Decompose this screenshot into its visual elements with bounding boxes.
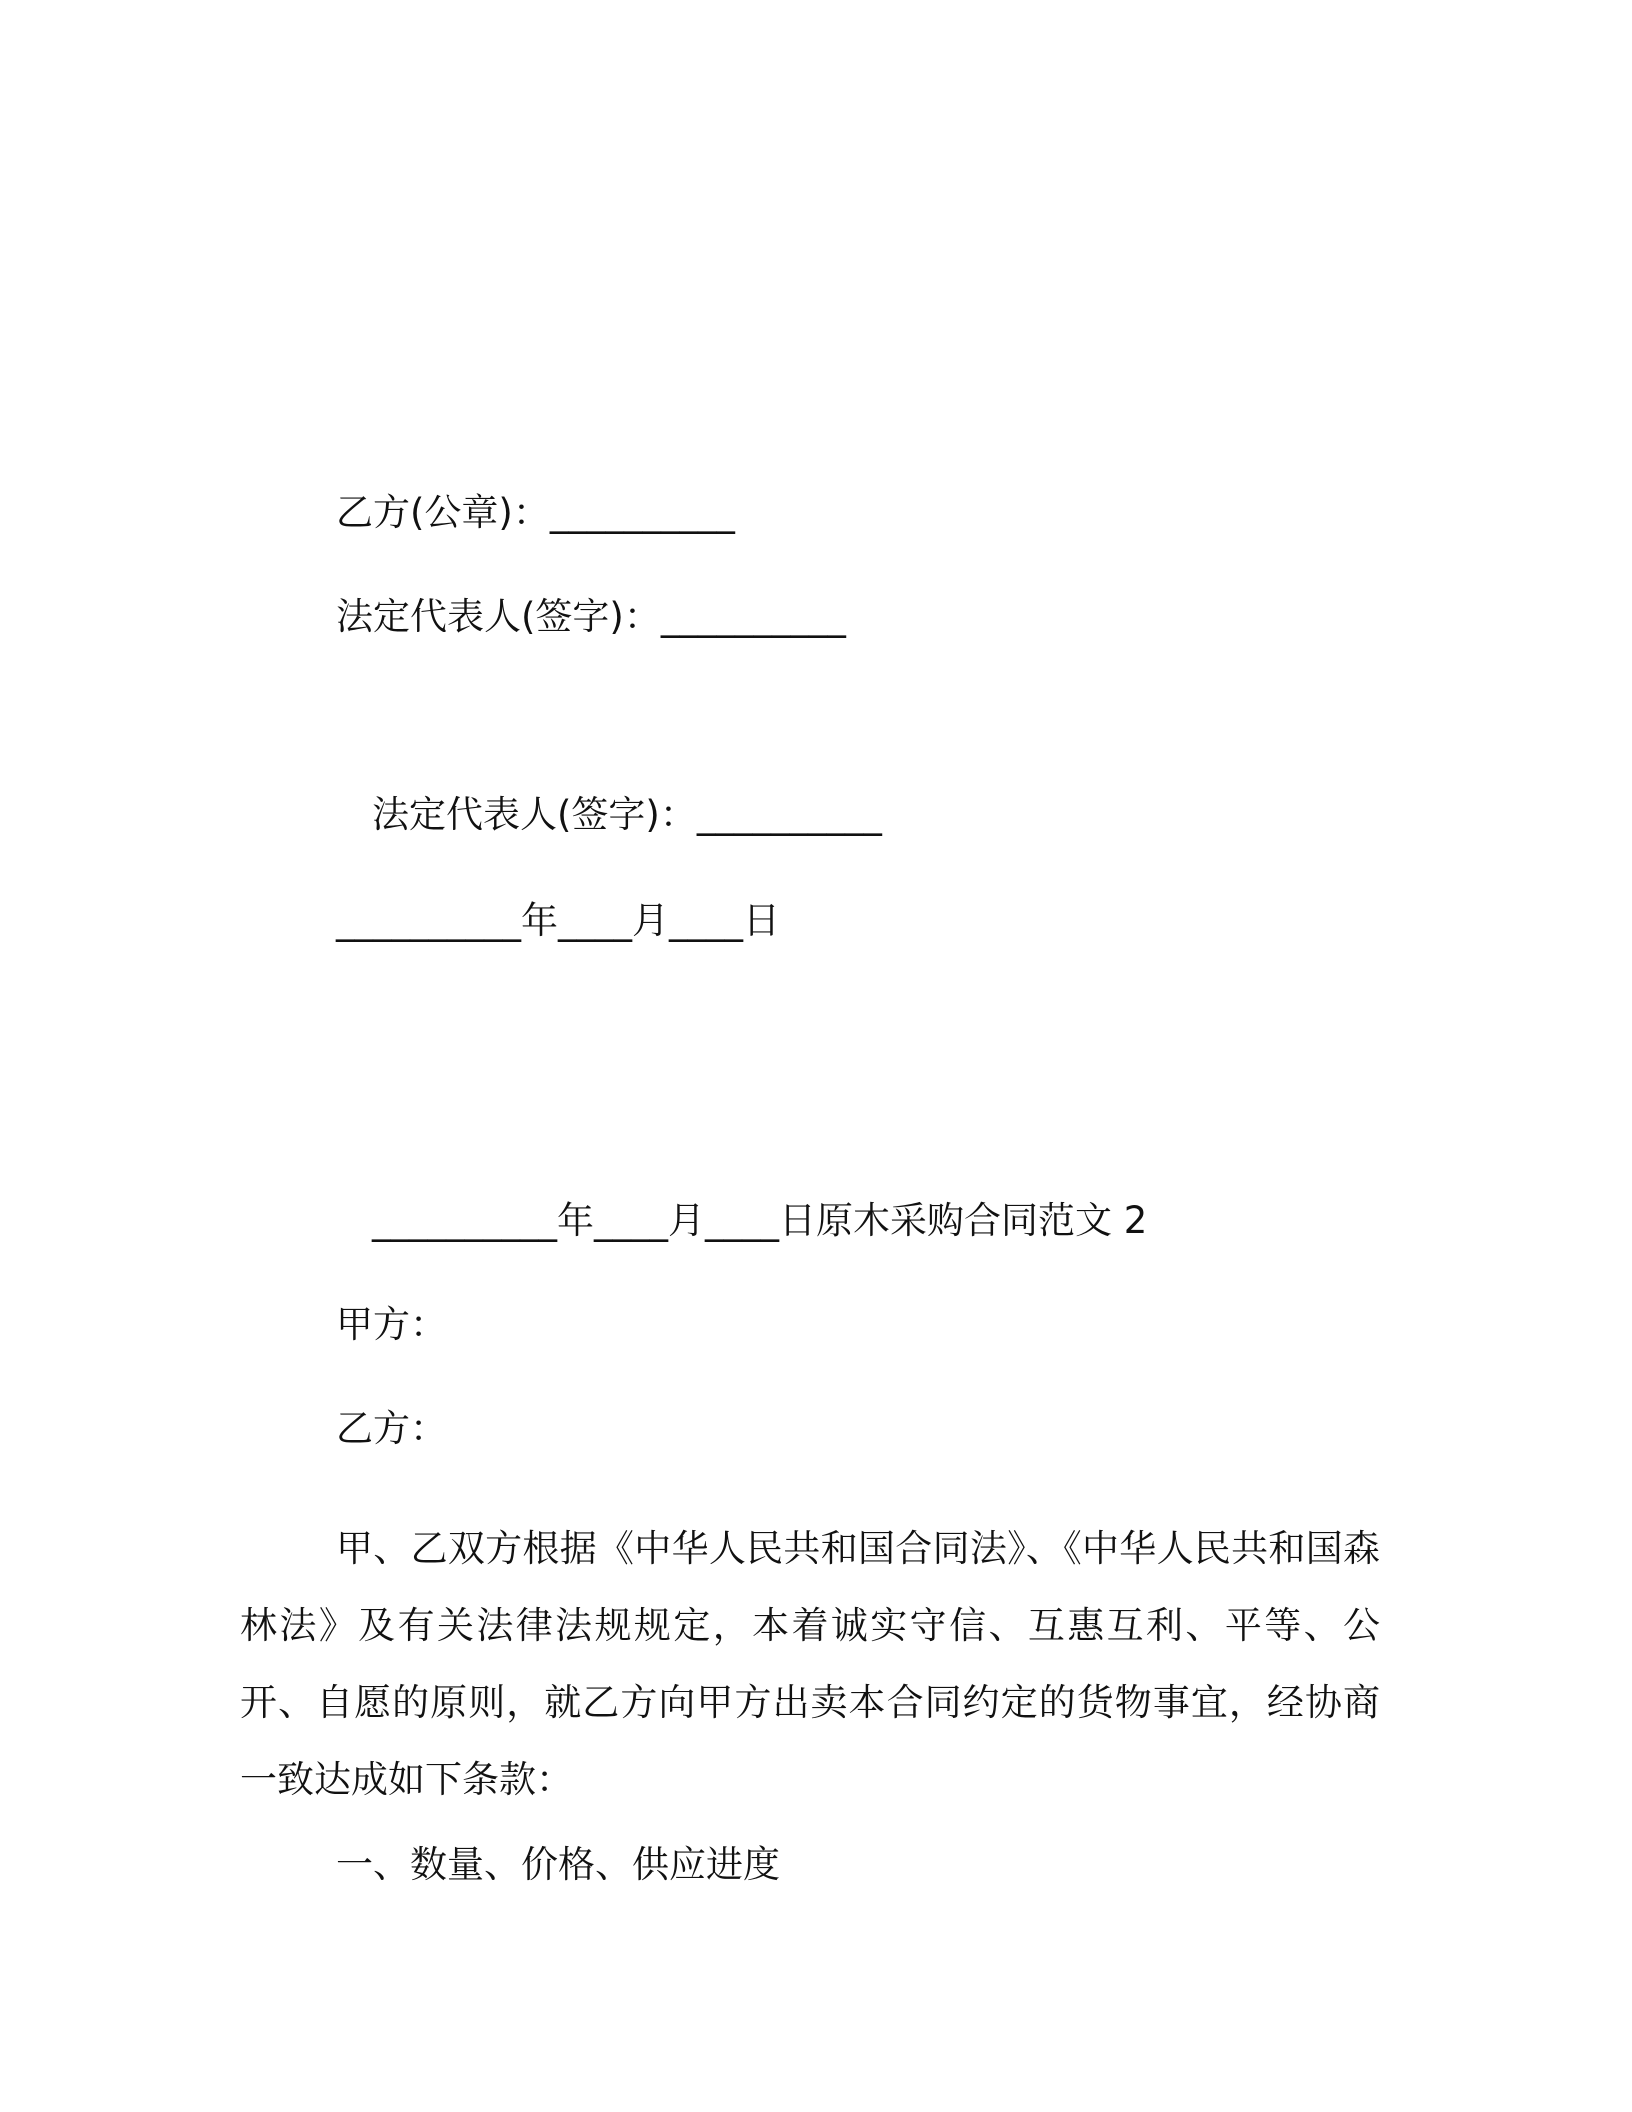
preamble-paragraph: 甲、乙双方根据《中华人民共和国合同法》、《中华人民共和国森林法》及有关法律法规规定，本着诚实守信、互惠互利、平等、公开、自愿的原则，就乙方向甲方出卖本合同约定的货物事宜，经协商一致达成如下条款： — [240, 1527, 1380, 1801]
section-1-heading: 一、数量、价格、供应进度 — [336, 1843, 780, 1886]
party-a-label: 甲方： — [336, 1303, 447, 1346]
legal-representative-line-2: 法定代表人(签字)：__________ — [372, 793, 882, 836]
party-b-label: 乙方： — [336, 1407, 447, 1450]
date-line: __________年____月____日 — [336, 899, 780, 942]
document-title: __________年____月____日原木采购合同范文 2 — [372, 1199, 1148, 1242]
legal-representative-line-1: 法定代表人(签字)：__________ — [336, 595, 846, 638]
party-b-seal-line: 乙方(公章)：__________ — [336, 491, 735, 534]
